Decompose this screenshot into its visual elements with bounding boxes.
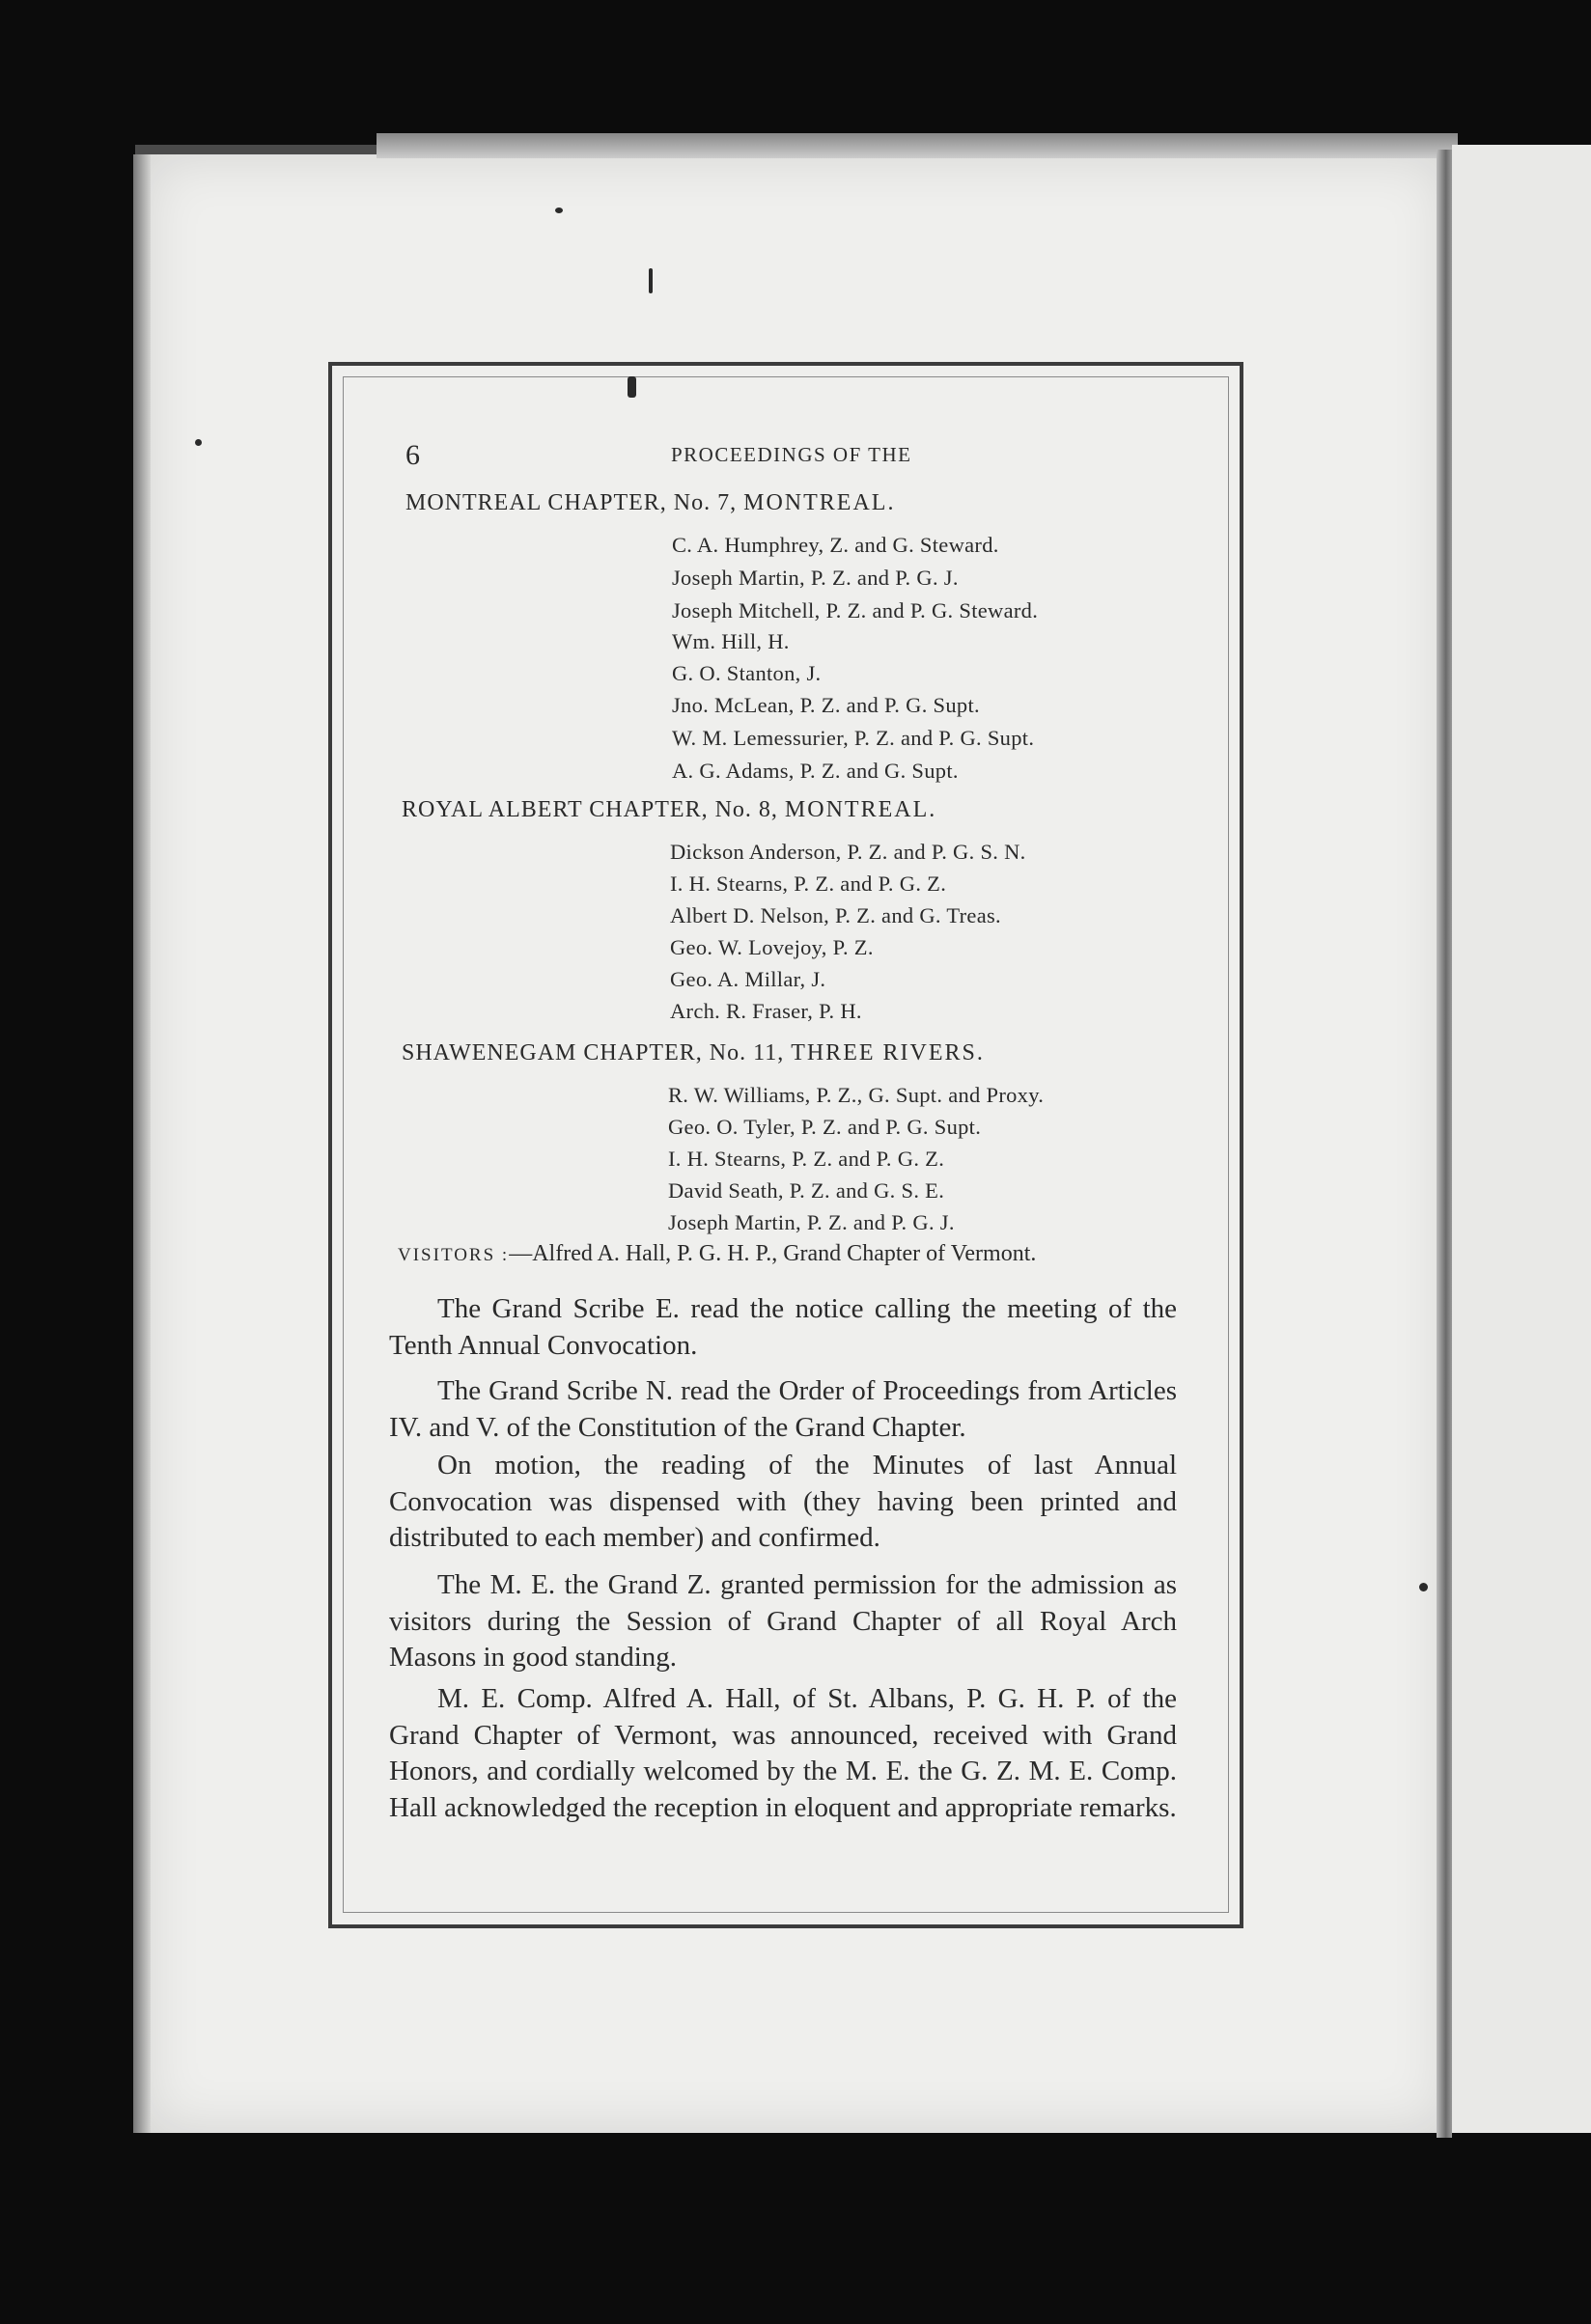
page-top-edge [377,133,1458,158]
facing-page [1452,145,1591,2133]
paragraph: On motion, the reading of the Minutes of last Annual Convocation was dispensed with (they having been printed and distributed to each member) and confirmed. [389,1450,1177,1553]
chapter-place: MONTREAL. [784,797,937,822]
chapter-place: MONTREAL. [743,490,896,515]
chapter-heading-shawenegam [402,1040,985,1066]
member-line: C. A. Humphrey, Z. and G. Steward. [672,533,999,557]
member-line: Arch. R. Fraser, P. H. [670,999,862,1023]
member-line: Geo. O. Tyler, P. Z. and P. G. Supt. [668,1115,982,1139]
page-header [405,439,1178,478]
member-line: I. H. Stearns, P. Z. and P. G. Z. [668,1147,945,1171]
chapter-name: SHAWENEGAM CHAPTER, No. 11, [402,1040,785,1065]
chapter-name: MONTREAL CHAPTER, No. 7, [405,490,738,515]
chapter-place: THREE RIVERS. [791,1040,985,1065]
visitors-text: —Alfred A. Hall, P. G. H. P., Grand Chapter of Vermont. [509,1241,1037,1266]
ink-speck [1419,1583,1428,1591]
paragraph: The Grand Scribe N. read the Order of Proceedings from Articles IV. and V. of the Constitution of the Grand Chapter. [389,1375,1177,1443]
member-line: Geo. A. Millar, J. [670,967,826,991]
member-line: I. H. Stearns, P. Z. and P. G. Z. [670,872,947,896]
chapter-name: ROYAL ALBERT CHAPTER, No. 8, [402,797,778,822]
visitors-label: VISITORS : [398,1245,510,1265]
paragraph: The Grand Scribe E. read the notice calling the meeting of the Tenth Annual Convocation. [389,1293,1177,1361]
chapter-heading-montreal [405,490,895,516]
chapter-heading-royal-albert [402,797,936,823]
member-line: David Seath, P. Z. and G. S. E. [668,1178,945,1203]
book-gutter [1437,150,1452,2138]
page-number: 6 [405,439,420,471]
member-line: Joseph Martin, P. Z. and P. G. J. [668,1210,955,1234]
member-line: Jno. McLean, P. Z. and P. G. Supt. [672,693,980,717]
member-line: Joseph Martin, P. Z. and P. G. J. [672,566,959,590]
ink-speck [649,268,653,293]
member-line: R. W. Williams, P. Z., G. Supt. and Proxy. [668,1083,1045,1107]
member-line: G. O. Stanton, J. [672,661,822,685]
member-line: Wm. Hill, H. [672,629,790,653]
ink-speck [195,439,202,446]
member-line: W. M. Lemessurier, P. Z. and P. G. Supt. [672,726,1035,750]
page-left-edge [133,154,151,2133]
member-line: Geo. W. Lovejoy, P. Z. [670,935,874,959]
member-line: A. G. Adams, P. Z. and G. Supt. [672,759,959,783]
paragraph: M. E. Comp. Alfred A. Hall, of St. Albans, P. G. H. P. of the Grand Chapter of Vermont, was announced, received with Grand Honors, and cordially welcomed by the M. E. the G. Z. M. E. Comp. Hall acknowledged the reception in eloquent and appropriate remarks. [389,1683,1177,1823]
visitors-line [398,1241,1036,1267]
member-line: Dickson Anderson, P. Z. and P. G. S. N. [670,840,1026,864]
running-head: PROCEEDINGS OF THE [671,443,912,466]
member-line: Joseph Mitchell, P. Z. and P. G. Steward. [672,598,1039,622]
ink-speck [555,208,563,213]
paragraph: The M. E. the Grand Z. granted permission for the admission as visitors during the Session of Grand Chapter of all Royal Arch Masons in good standing. [389,1569,1177,1673]
member-line: Albert D. Nelson, P. Z. and G. Treas. [670,903,1001,927]
ink-speck [628,376,636,398]
